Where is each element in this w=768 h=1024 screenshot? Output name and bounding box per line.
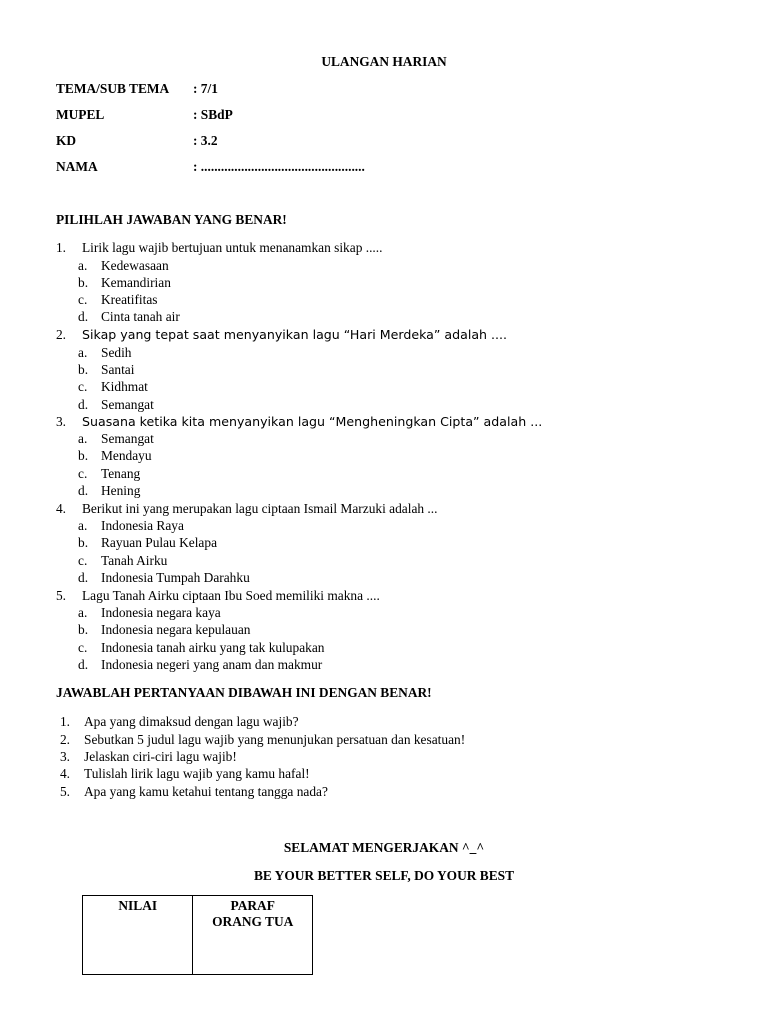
option-text: Indonesia Raya bbox=[101, 518, 184, 533]
option-letter: b. bbox=[78, 535, 89, 550]
option-text: Kedewasaan bbox=[101, 258, 169, 273]
field-label-kd: KD bbox=[56, 133, 77, 148]
option-text: Kidhmat bbox=[101, 379, 148, 394]
field-label-nama: NAMA bbox=[56, 159, 98, 174]
field-value-mupel: : SBdP bbox=[193, 107, 233, 122]
score-cell-nilai bbox=[83, 896, 193, 975]
field-label-mupel: MUPEL bbox=[56, 107, 105, 122]
closing-text: SELAMAT MENGERJAKAN ^_^ bbox=[283, 840, 485, 855]
option-letter: a. bbox=[78, 518, 88, 533]
score-table bbox=[82, 895, 313, 975]
question-number: 3. bbox=[59, 749, 70, 764]
option-text: Sedih bbox=[101, 345, 132, 360]
field-value-kd: : 3.2 bbox=[193, 133, 218, 148]
option-text: Indonesia negeri yang anam dan makmur bbox=[101, 657, 323, 672]
option-letter: d. bbox=[78, 397, 89, 412]
paraf-header: PARAF ORANG TUA bbox=[212, 898, 294, 929]
question-text: Tulislah lirik lagu wajib yang kamu hafal! bbox=[84, 766, 310, 781]
question-number: 1. bbox=[59, 714, 70, 729]
section2-heading: JAWABLAH PERTANYAAN DIBAWAH INI DENGAN BENAR! bbox=[56, 685, 432, 700]
option-text: Indonesia Tumpah Darahku bbox=[101, 570, 250, 585]
score-cell-paraf bbox=[193, 896, 313, 975]
field-value-nama: : ................................................. bbox=[193, 159, 365, 174]
question-number: 3. bbox=[55, 414, 66, 429]
option-text: Tanah Airku bbox=[101, 553, 168, 568]
option-text: Santai bbox=[101, 362, 135, 377]
question-text: Lirik lagu wajib bertujuan untuk menanamkan sikap ..... bbox=[82, 240, 383, 255]
option-text: Cinta tanah air bbox=[101, 309, 180, 324]
option-text: Rayuan Pulau Kelapa bbox=[101, 535, 218, 550]
option-letter: b. bbox=[78, 362, 89, 377]
option-letter: c. bbox=[78, 553, 88, 568]
question-text: Suasana ketika kita menyanyikan lagu “Mengheningkan Cipta” adalah ... bbox=[82, 414, 543, 429]
nilai-header: NILAI bbox=[118, 898, 158, 913]
option-letter: a. bbox=[78, 605, 88, 620]
question-number: 5. bbox=[55, 588, 66, 603]
question-number: 4. bbox=[59, 766, 70, 781]
option-letter: c. bbox=[78, 466, 88, 481]
option-letter: a. bbox=[78, 258, 88, 273]
option-letter: d. bbox=[78, 309, 89, 324]
section1-heading: PILIHLAH JAWABAN YANG BENAR! bbox=[56, 212, 287, 227]
question-text: Berikut ini yang merupakan lagu ciptaan Ismail Marzuki adalah ... bbox=[82, 501, 438, 516]
option-letter: c. bbox=[78, 292, 88, 307]
field-value-tema: : 7/1 bbox=[193, 81, 218, 96]
option-text: Indonesia tanah airku yang tak kulupakan bbox=[101, 640, 325, 655]
option-letter: b. bbox=[78, 275, 89, 290]
option-letter: d. bbox=[78, 483, 89, 498]
option-text: Indonesia negara kepulauan bbox=[101, 622, 251, 637]
question-text: Sikap yang tepat saat menyanyikan lagu “Hari Merdeka” adalah .... bbox=[82, 327, 508, 342]
option-text: Mendayu bbox=[101, 448, 152, 463]
option-letter: c. bbox=[78, 640, 88, 655]
option-text: Semangat bbox=[101, 397, 154, 412]
option-letter: b. bbox=[78, 622, 89, 637]
motto-text: BE YOUR BETTER SELF, DO YOUR BEST bbox=[253, 868, 515, 883]
option-text: Tenang bbox=[101, 466, 141, 481]
option-text: Indonesia negara kaya bbox=[101, 605, 221, 620]
question-text: Jelaskan ciri-ciri lagu wajib! bbox=[84, 749, 237, 764]
page-title: ULANGAN HARIAN bbox=[321, 54, 447, 69]
question-number: 2. bbox=[59, 732, 70, 747]
option-text: Semangat bbox=[101, 431, 154, 446]
question-text: Apa yang dimaksud dengan lagu wajib? bbox=[84, 714, 299, 729]
question-number: 4. bbox=[55, 501, 66, 516]
field-label-tema: TEMA/SUB TEMA bbox=[56, 81, 170, 96]
option-text: Hening bbox=[101, 483, 141, 498]
option-letter: a. bbox=[78, 345, 88, 360]
option-letter: d. bbox=[78, 657, 89, 672]
option-letter: a. bbox=[78, 431, 88, 446]
question-number: 5. bbox=[59, 784, 70, 799]
question-text: Lagu Tanah Airku ciptaan Ibu Soed memiliki makna .... bbox=[82, 588, 380, 603]
question-text: Apa yang kamu ketahui tentang tangga nada? bbox=[84, 784, 328, 799]
option-text: Kreatifitas bbox=[101, 292, 158, 307]
option-letter: c. bbox=[78, 379, 88, 394]
option-text: Kemandirian bbox=[101, 275, 171, 290]
question-number: 1. bbox=[55, 240, 66, 255]
question-number: 2. bbox=[55, 327, 66, 342]
question-text: Sebutkan 5 judul lagu wajib yang menunjukan persatuan dan kesatuan! bbox=[84, 732, 466, 747]
option-letter: d. bbox=[78, 570, 89, 585]
option-letter: b. bbox=[78, 448, 89, 463]
